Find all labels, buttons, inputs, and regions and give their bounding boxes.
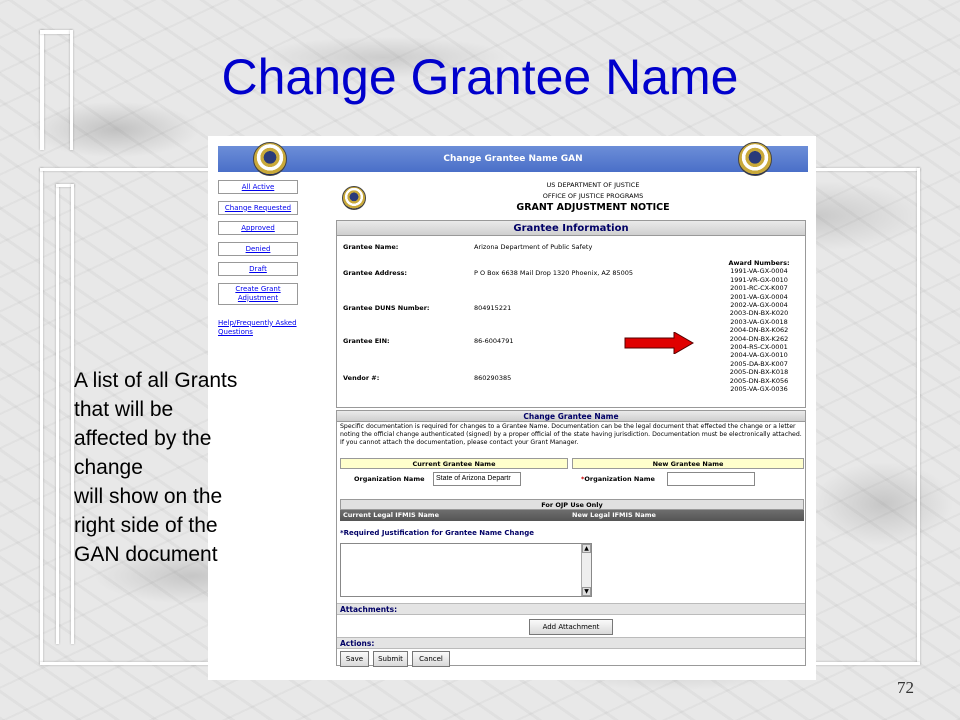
help-line2: Questions: [218, 327, 253, 336]
change-name-title: Change Grantee Name: [337, 411, 805, 422]
award-number: 2001-VA-GX-0004: [730, 292, 788, 301]
sidebar-nav: [218, 180, 303, 337]
justification-textarea[interactable]: [340, 543, 592, 597]
doj-seal-icon: [342, 186, 366, 210]
callout-line: GAN document: [74, 543, 218, 566]
current-org-label: Organization Name: [354, 475, 425, 483]
office-name: OFFICE OF JUSTICE PROGRAMS: [542, 192, 644, 200]
frame-line: [40, 168, 43, 663]
callout-text: [74, 366, 314, 569]
award-numbers-list: [719, 259, 799, 394]
grantee-duns-label: Grantee DUNS Number:: [343, 304, 430, 312]
new-org-label: [581, 475, 655, 483]
award-number: 2003-VA-GX-0018: [730, 317, 788, 326]
dept-name: US DEPARTMENT OF JUSTICE: [546, 181, 640, 189]
grantee-information-panel: [336, 220, 806, 408]
ifmis-columns: [340, 510, 804, 521]
nav-draft[interactable]: Draft: [218, 262, 298, 276]
required-mark: *: [581, 475, 585, 483]
callout-line: right side of the: [74, 514, 218, 537]
award-number: 1991-VA-GX-0004: [730, 267, 788, 276]
page-number: 72: [897, 678, 914, 697]
award-number: 2004-VA-GX-0010: [730, 351, 788, 360]
callout-line: affected by the: [74, 427, 212, 450]
current-org-input[interactable]: State of Arizona Departr: [433, 472, 521, 486]
frame-line: [56, 184, 59, 644]
add-attachment-button[interactable]: Add Attachment: [529, 619, 613, 635]
award-number: 2005-DN-BX-K056: [729, 376, 789, 385]
award-number: 2001-RC-CX-K007: [730, 284, 788, 293]
new-org-input[interactable]: [667, 472, 755, 486]
award-number: 2005-DA-BX-K007: [730, 359, 788, 368]
award-number: 2004-DN-BX-K062: [729, 326, 789, 335]
grantee-address-value: P O Box 6638 Mail Drop 1320 Phoenix, AZ 85005: [474, 269, 634, 277]
new-name-header: New Grantee Name: [572, 458, 804, 469]
vendor-label: Vendor #:: [343, 374, 380, 382]
submit-button[interactable]: Submit: [373, 651, 408, 667]
help-faq-link[interactable]: [218, 319, 313, 337]
ojp-use-only-section: [340, 499, 804, 521]
document-header: [508, 180, 678, 213]
scroll-down-icon[interactable]: ▼: [582, 587, 591, 596]
nav-denied[interactable]: Denied: [218, 242, 298, 256]
cancel-button[interactable]: Cancel: [412, 651, 450, 667]
scroll-up-icon[interactable]: ▲: [582, 544, 591, 553]
vendor-value: 860290385: [474, 374, 512, 382]
app-header-bar: [218, 146, 808, 172]
award-number: 2005-VA-GX-0036: [730, 385, 788, 394]
callout-line: A list of all Grants: [74, 369, 238, 392]
notice-title: GRANT ADJUSTMENT NOTICE: [516, 202, 670, 213]
grantee-duns-value: 804915221: [474, 304, 512, 312]
grantee-info-title: Grantee Information: [337, 221, 805, 236]
award-number: 2005-DN-BX-K018: [729, 368, 789, 377]
grantee-ein-value: 86-6004791: [474, 337, 514, 345]
ojp-header: For OJP Use Only: [340, 499, 804, 510]
slide-title: Change Grantee Name: [221, 49, 739, 105]
callout-line: will show on the: [74, 485, 223, 508]
nav-all-active[interactable]: All Active: [218, 180, 298, 194]
callout-line: that will be: [74, 398, 174, 421]
nav-create-grant-adjustment[interactable]: [218, 283, 298, 305]
nav-approved[interactable]: Approved: [218, 221, 298, 235]
change-name-instructions: Specific documentation is required for changes to a Grantee Name. Documentation can be the legal document that effected the change or a letter noting the official change authenticated (signed) by a proper official of the state having jurisdiction. Documentation must be electronically attached. If you cannot attach the documentation, please contact your Grant Manager.: [340, 423, 802, 446]
frame-line: [917, 168, 920, 663]
help-line1: Help/Frequently Asked: [218, 318, 297, 327]
nav-change-requested[interactable]: Change Requested: [218, 201, 298, 215]
justification-label: *Required Justification for Grantee Name Change: [340, 529, 534, 537]
grantee-ein-label: Grantee EIN:: [343, 337, 390, 345]
textarea-scrollbar[interactable]: [581, 544, 591, 596]
ifmis-current-header: Current Legal IFMIS Name: [343, 511, 439, 519]
ifmis-new-header: New Legal IFMIS Name: [572, 511, 656, 519]
grantee-name-value: Arizona Department of Public Safety: [474, 243, 593, 251]
award-number: 1991-VR-GX-0010: [730, 275, 788, 284]
award-number: 2004-RS-CX-0001: [730, 343, 788, 352]
callout-line: change: [74, 456, 143, 479]
award-number: 2004-DN-BX-K262: [729, 334, 789, 343]
nav-create-line2: Adjustment: [237, 293, 279, 302]
doj-seal-icon: [253, 142, 287, 176]
actions-label: Actions:: [337, 637, 805, 649]
frame-line: [40, 30, 72, 34]
current-name-header: Current Grantee Name: [340, 458, 568, 469]
red-arrow-icon: [624, 332, 694, 354]
attachments-label: Attachments:: [337, 603, 805, 615]
doj-seal-icon: [738, 142, 772, 176]
grantee-names-table: [340, 458, 804, 492]
nav-create-line1: Create Grant: [235, 284, 281, 293]
grantee-address-label: Grantee Address:: [343, 269, 408, 277]
award-number: 2003-DN-BX-K020: [729, 309, 789, 318]
award-numbers-label: Award Numbers:: [728, 259, 790, 267]
change-grantee-name-panel: [336, 410, 806, 666]
app-header-title: Change Grantee Name GAN: [443, 154, 583, 164]
save-button[interactable]: Save: [340, 651, 369, 667]
grantee-name-label: Grantee Name:: [343, 243, 399, 251]
new-org-label-text: Organization Name: [584, 475, 655, 483]
award-number: 2002-VA-GX-0004: [730, 301, 788, 310]
